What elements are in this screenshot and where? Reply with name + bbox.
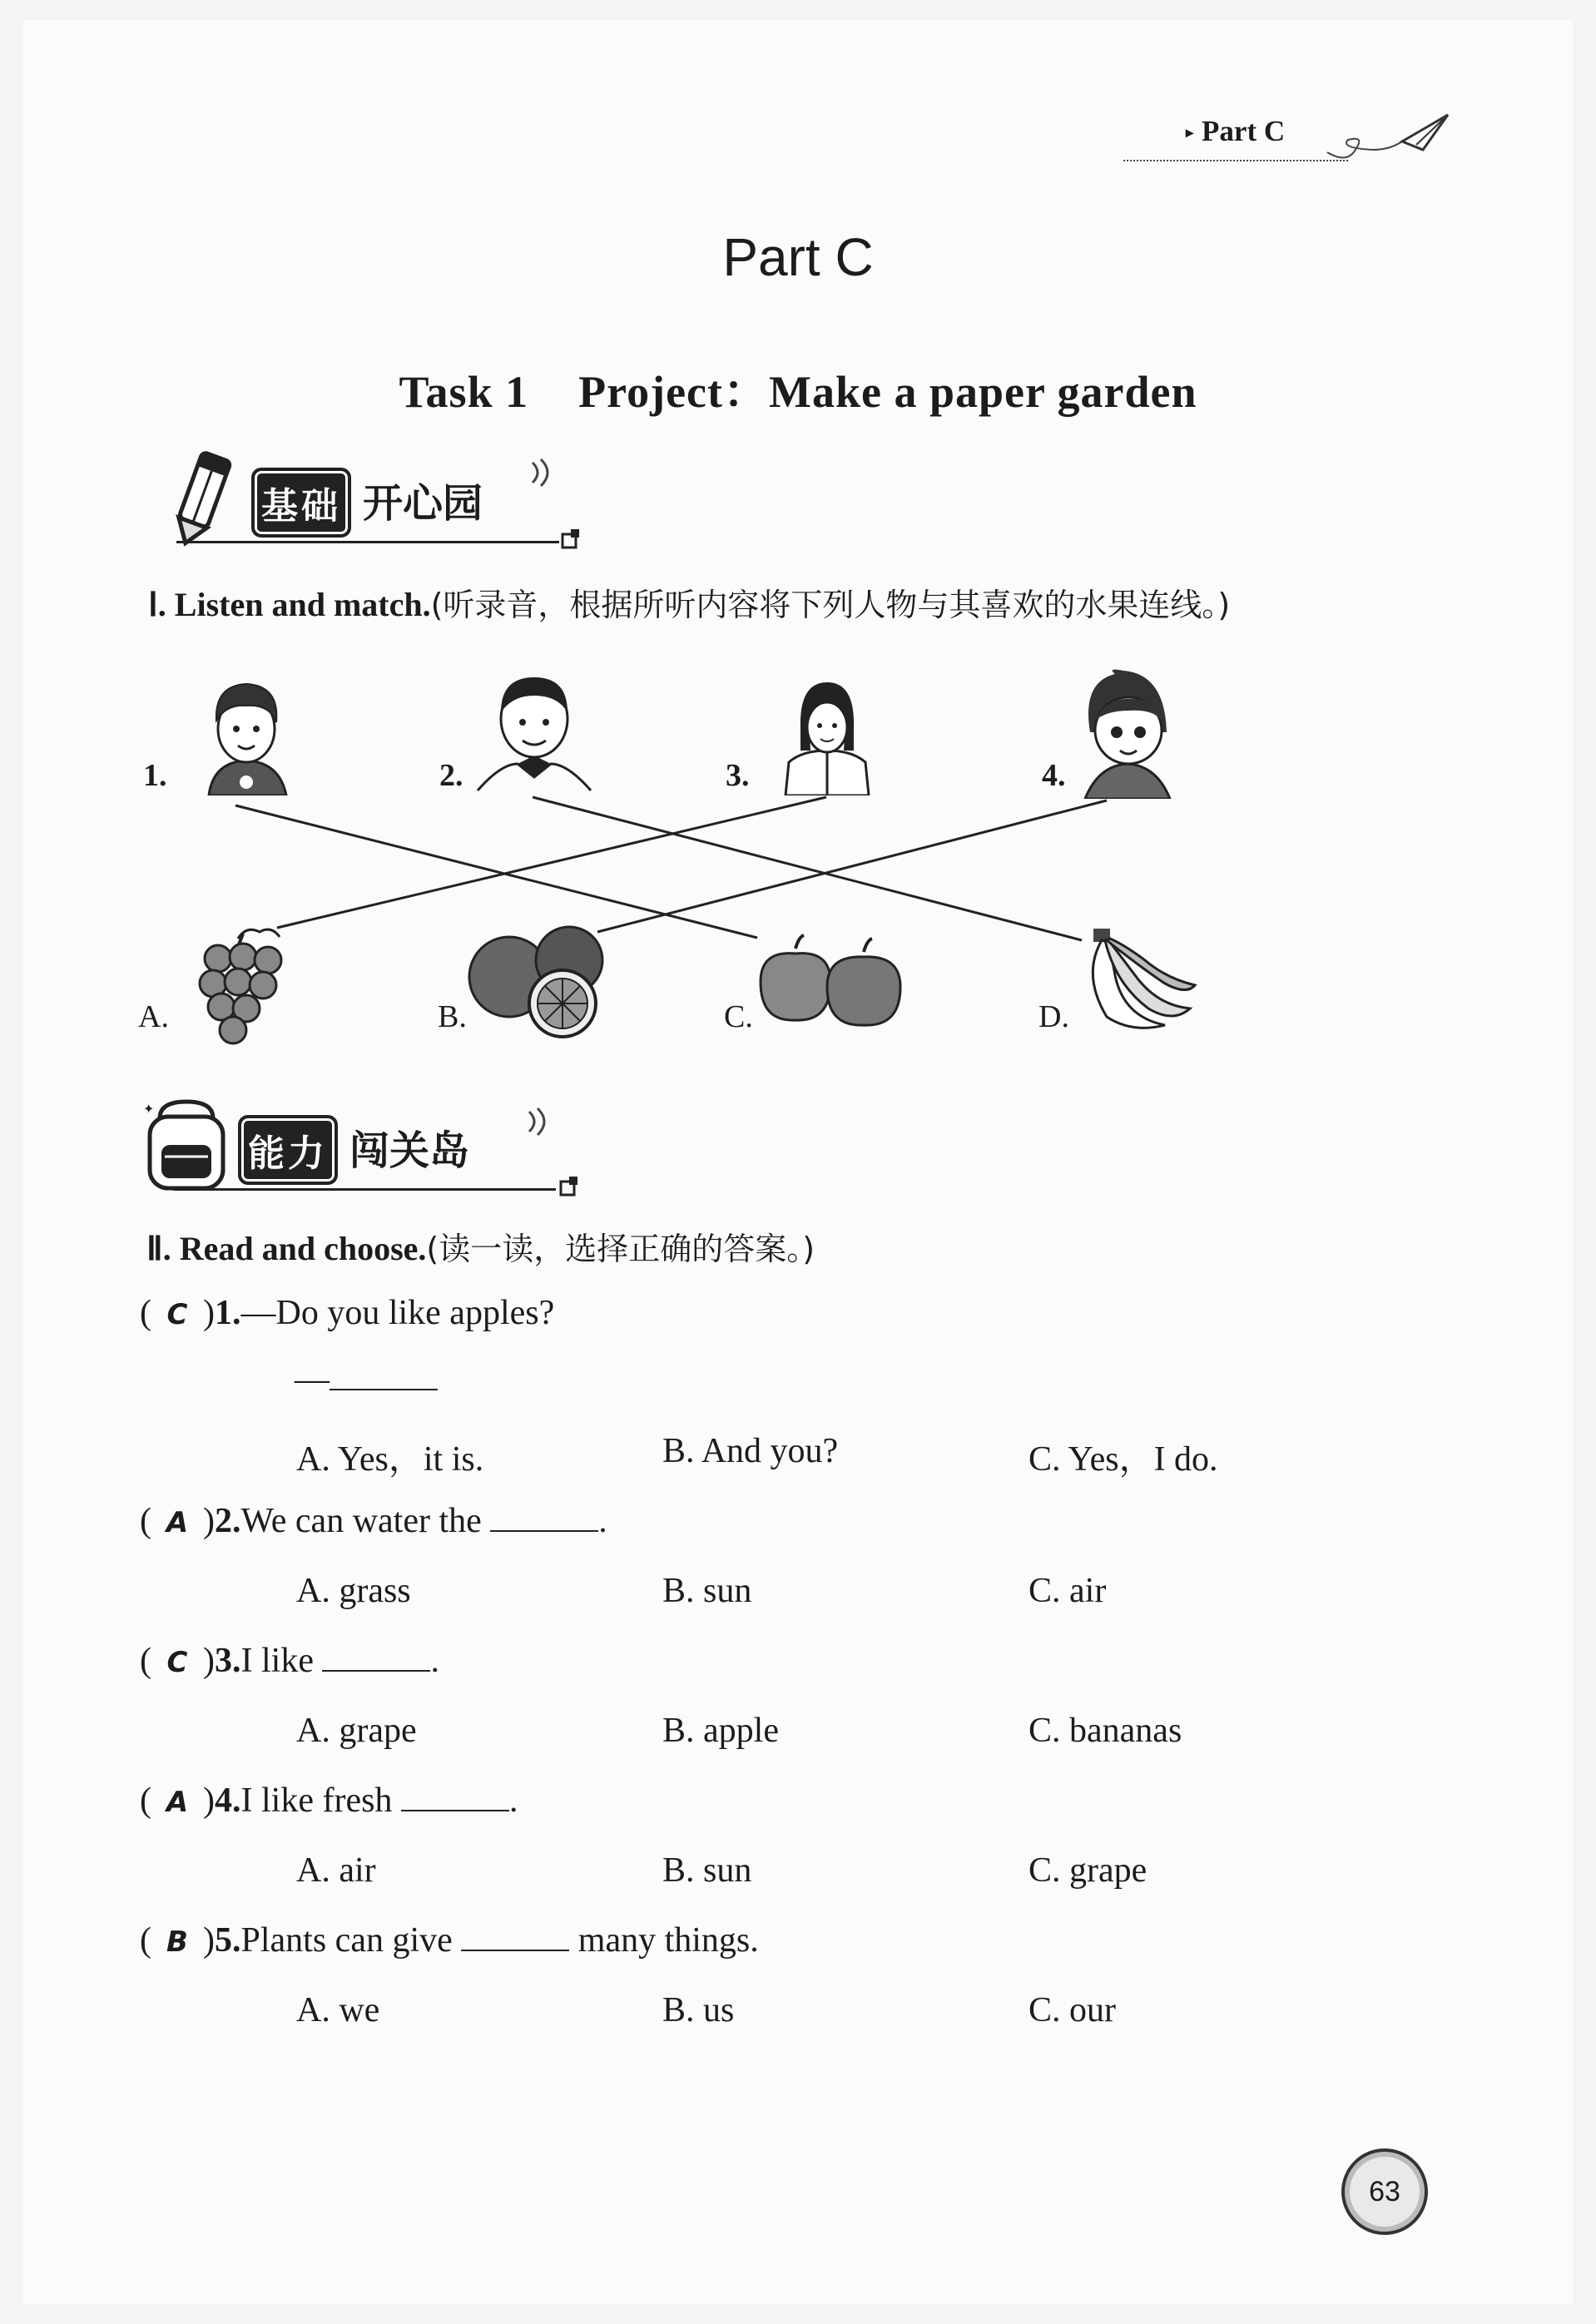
- person-4-number: 4.: [1042, 758, 1066, 793]
- answer-1[interactable]: C: [166, 1298, 188, 1331]
- q3-option-c[interactable]: C. bananas: [1028, 1712, 1182, 1750]
- match-lines: [0, 0, 1596, 1082]
- page-number: 63: [1341, 2148, 1428, 2235]
- q4-option-b[interactable]: B. sun: [662, 1851, 752, 1890]
- q1-option-a[interactable]: A. Yes，it is.: [296, 1440, 484, 1479]
- match-line-4-b: [597, 800, 1107, 932]
- q5-option-a[interactable]: A. we: [296, 1991, 380, 2029]
- q4-option-a[interactable]: A. air: [296, 1851, 376, 1890]
- task-title: Task 1 Project：Make a paper garden: [399, 367, 1197, 417]
- answer-blank[interactable]: [330, 1364, 438, 1390]
- answer-blank[interactable]: [401, 1785, 509, 1811]
- section2-heading: Ⅱ. Read and choose.(读一读，选择正确的答案。): [146, 1230, 815, 1267]
- sound-wave-icon: [523, 1107, 556, 1140]
- question-1-reply: —: [295, 1360, 438, 1400]
- answer-4[interactable]: A: [166, 1786, 189, 1819]
- section2-badge: 能力: [238, 1115, 338, 1185]
- fruit-a-letter: A.: [138, 999, 169, 1034]
- q2-option-c[interactable]: C. air: [1028, 1572, 1107, 1610]
- fruit-b-letter: B.: [438, 999, 467, 1034]
- running-header: ▸ Part C: [1186, 115, 1286, 147]
- q4-option-c[interactable]: C. grape: [1028, 1851, 1147, 1890]
- person-1-number: 1.: [143, 758, 167, 793]
- question-4: ( A )4.I like fresh .: [140, 1781, 518, 1820]
- oranges-icon: [466, 924, 607, 1040]
- fruit-d-letter: D.: [1038, 999, 1069, 1034]
- q2-option-a[interactable]: A. grass: [296, 1572, 411, 1610]
- match-line-2-d: [533, 797, 1082, 940]
- answer-5[interactable]: B: [166, 1925, 188, 1959]
- backpack-icon: [140, 1097, 231, 1197]
- q5-option-b[interactable]: B. us: [662, 1991, 735, 2029]
- answer-blank[interactable]: [461, 1925, 569, 1951]
- q3-option-b[interactable]: B. apple: [662, 1712, 779, 1750]
- question-5: ( B )5.Plants can give many things.: [140, 1921, 759, 1960]
- section2-name: 闯关岛: [349, 1127, 470, 1174]
- q3-option-a[interactable]: A. grape: [296, 1712, 417, 1750]
- q1-option-c[interactable]: C. Yes，I do.: [1028, 1440, 1218, 1479]
- question-2: ( A )2.We can water the .: [140, 1502, 607, 1540]
- person-2-number: 2.: [439, 758, 463, 793]
- section1-heading: Ⅰ. Listen and match.(听录音，根据所听内容将下列人物与其喜欢的水果连线。): [148, 586, 1231, 623]
- person-3-number: 3.: [726, 758, 750, 793]
- match-line-3-a: [277, 797, 826, 928]
- grapes-icon: [188, 922, 296, 1047]
- q1-option-b[interactable]: B. And you?: [662, 1432, 839, 1470]
- fruit-c-letter: C.: [724, 999, 753, 1034]
- apples-icon: [752, 932, 910, 1032]
- answer-3[interactable]: C: [166, 1646, 188, 1679]
- section1-badge: 基础: [251, 468, 351, 538]
- answer-2[interactable]: A: [166, 1506, 189, 1539]
- answer-blank[interactable]: [490, 1505, 598, 1532]
- svg-text:✦: ✦: [143, 1101, 155, 1117]
- answer-blank[interactable]: [322, 1645, 430, 1672]
- question-1: ( C )1.—Do you like apples?: [140, 1294, 555, 1332]
- question-3: ( C )3.I like .: [140, 1642, 439, 1680]
- section1-name: 开心园: [363, 480, 483, 527]
- bananas-icon: [1073, 925, 1198, 1042]
- corner-mark-icon: [558, 1175, 582, 1200]
- page-title: Part C: [722, 227, 874, 287]
- q5-option-c[interactable]: C. our: [1028, 1991, 1116, 2029]
- q2-option-b[interactable]: B. sun: [662, 1572, 752, 1610]
